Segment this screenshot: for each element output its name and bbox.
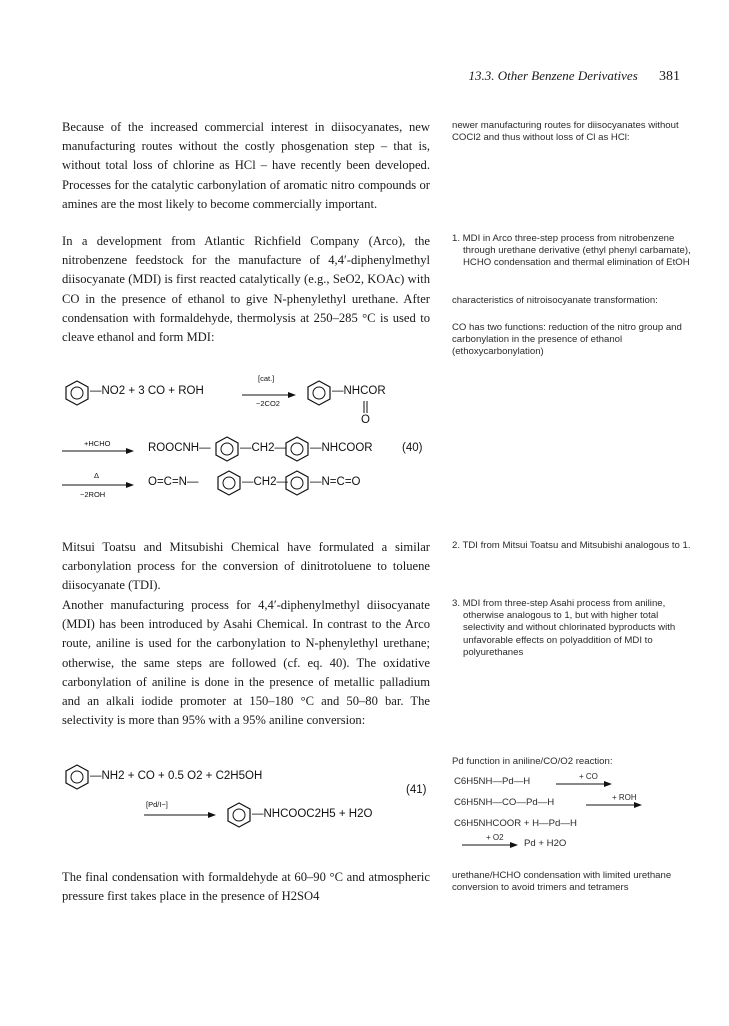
sidenote-text: 1. MDI in Arco three-step process from nitrobenzene through urethane derivative (ethyl phenyl carbamate), HCHO condensation and thermal elimination of EtOH (452, 233, 691, 269)
benzene-ring-icon (306, 380, 332, 406)
reaction-arrow-icon (62, 448, 134, 454)
equation-41 (62, 760, 442, 840)
page-number: 381 (659, 69, 680, 84)
paragraph-1 (62, 118, 430, 214)
double-bond-icon (363, 401, 369, 415)
reaction-arrow-icon (586, 802, 642, 808)
pd-step-2: C6H5NH—CO—Pd—H (454, 797, 555, 808)
paragraph-5-text: The final condensation with formaldehyde at 60–90 °C and atmospheric pressure first takes place in the presence of H2SO4 (62, 870, 430, 904)
benzene-ring-icon (214, 436, 240, 462)
sidenote-text: 2. TDI from Mitsui Toatsu and Mitsubishi analogous to 1. (452, 540, 691, 551)
sidenote-condensation (452, 870, 692, 894)
pd-arrow-label-co: + CO (579, 772, 598, 781)
eq40-step2-right: —NHCOOR (310, 442, 373, 454)
pd-step-3: C6H5NHCOOR + H—Pd—H (454, 818, 577, 829)
paragraph-3 (62, 538, 430, 596)
benzene-ring-icon (284, 470, 310, 496)
sidenote-diisocyanate-routes (452, 120, 692, 144)
eq41-reactants: —NH2 + CO + 0.5 O2 + C2H5OH (90, 770, 263, 782)
benzene-ring-icon (284, 436, 310, 462)
reaction-arrow-icon (242, 392, 296, 398)
reaction-arrow-icon (462, 842, 518, 848)
eq40-heat: Δ (94, 471, 100, 480)
benzene-ring-icon (216, 470, 242, 496)
sidenote-pd-function (452, 756, 692, 856)
equation-40 (62, 368, 442, 508)
chapter-title: 13.3. Other Benzene Derivatives (468, 68, 638, 83)
benzene-ring-icon (64, 380, 90, 406)
benzene-ring-icon (226, 802, 252, 828)
eq41-products: —NHCOOC2H5 + H2O (252, 808, 373, 820)
sidenote-arco-process (452, 233, 692, 270)
sidenote-co-functions (452, 322, 692, 359)
eq40-urethane: —NHCOR (332, 385, 386, 397)
paragraph-5 (62, 868, 430, 906)
eq41-catalyst: [Pd/I−] (146, 800, 168, 809)
reaction-arrow-icon (62, 482, 134, 488)
pd-step-1: C6H5NH—Pd—H (454, 776, 531, 787)
equation-number-40: (40) (402, 442, 423, 454)
paragraph-4-text: Another manufacturing process for 4,4′-diphenylmethyl diisocyanate (MDI) has been introduced by Asahi Chemical. In contrast to the Arco route, aniline is used for the carbonylation to N-phenylethyl urethane; otherwise, the same steps are followed (cf. eq. 40). The oxidative carbonylation of aniline is done in the presence of metallic palladium and an alkali iodide promoter at 150–180 °C and 50–80 bar. The selectivity is more than 95% with a 95% aniline conversion: (62, 598, 430, 728)
paragraph-2 (62, 232, 430, 347)
sidenote-characteristics (452, 295, 692, 307)
sidenote-text: 3. MDI from three-step Asahi process from aniline, otherwise analogous to 1, but with higher total selectivity and without chlorinated byproducts with unfavorable effects on polyaddition of MDI to polyurethanes (452, 598, 676, 658)
paragraph-2-text: In a development from Atlantic Richfield Company (Arco), the nitrobenzene feedstock for the manufacture of 4,4′-diphenylmethyl diisocyanate (MDI) is first reacted catalytically (e.g., SeO2, KOAc) with CO in the presence of ethanol to give N-phenylethyl urethane. After condensation with formaldehyde, thermolysis at 250–285 °C is used to cleave ethanol and form MDI: (62, 234, 430, 345)
reaction-arrow-icon (144, 812, 216, 818)
sidenote-text: CO has two functions: reduction of the nitro group and carbonylation in the presence of ethanol (ethoxycarbonylation) (452, 322, 682, 358)
paragraph-1-text: Because of the increased commercial interest in diisocyanates, new manufacturing routes without the costly phosgenation step – that is, without total loss of chlorine as HCl – have recently been developed. Processes for the catalytic carbonylation of aromatic nitro compounds or amines are the most likely to become commercially important. (62, 120, 430, 211)
pd-step-4: Pd + H2O (524, 838, 567, 849)
equation-number-41: (41) (406, 784, 427, 796)
eq40-formaldehyde: +HCHO (84, 439, 111, 448)
eq40-carbonyl-oxygen: O (361, 414, 370, 426)
sidenote-text: urethane/HCHO condensation with limited urethane conversion to avoid trimers and tetramers (452, 870, 672, 894)
eq40-step3-right: —N=C=O (310, 476, 361, 488)
eq40-step3-left: O=C=N— (148, 476, 199, 488)
eq40-catalyst: [cat.] (258, 374, 275, 383)
sidenote-text: newer manufacturing routes for diisocyanates without COCl2 and thus without loss of Cl as HCl: (452, 120, 679, 144)
paragraph-4 (62, 596, 430, 730)
sidenote-text: characteristics of nitroisocyanate transformation: (452, 295, 658, 306)
sidenote-asahi-process (452, 598, 692, 659)
eq40-step2-bridge: —CH2— (240, 442, 287, 454)
sidenote-text: Pd function in aniline/CO/O2 reaction: (452, 756, 613, 767)
eq40-step2-left: ROOCNH— (148, 442, 211, 454)
sidenote-tdi (452, 540, 692, 552)
eq40-step3-bridge: —CH2— (242, 476, 289, 488)
benzene-ring-icon (64, 764, 90, 790)
eq40-byproduct-alcohol: −2ROH (80, 490, 106, 499)
paragraph-3-text: Mitsui Toatsu and Mitsubishi Chemical have formulated a similar carbonylation process for the conversion of dinitrotoluene to toluene diisocyanate (TDI). (62, 540, 430, 593)
eq40-byproduct-co2: −2CO2 (256, 399, 280, 408)
reaction-arrow-icon (556, 781, 612, 787)
pd-arrow-label-o2: + O2 (486, 833, 504, 842)
eq40-reactants: —NO2 + 3 CO + ROH (90, 385, 204, 397)
running-head (420, 68, 680, 85)
pd-arrow-label-roh: + ROH (612, 793, 637, 802)
